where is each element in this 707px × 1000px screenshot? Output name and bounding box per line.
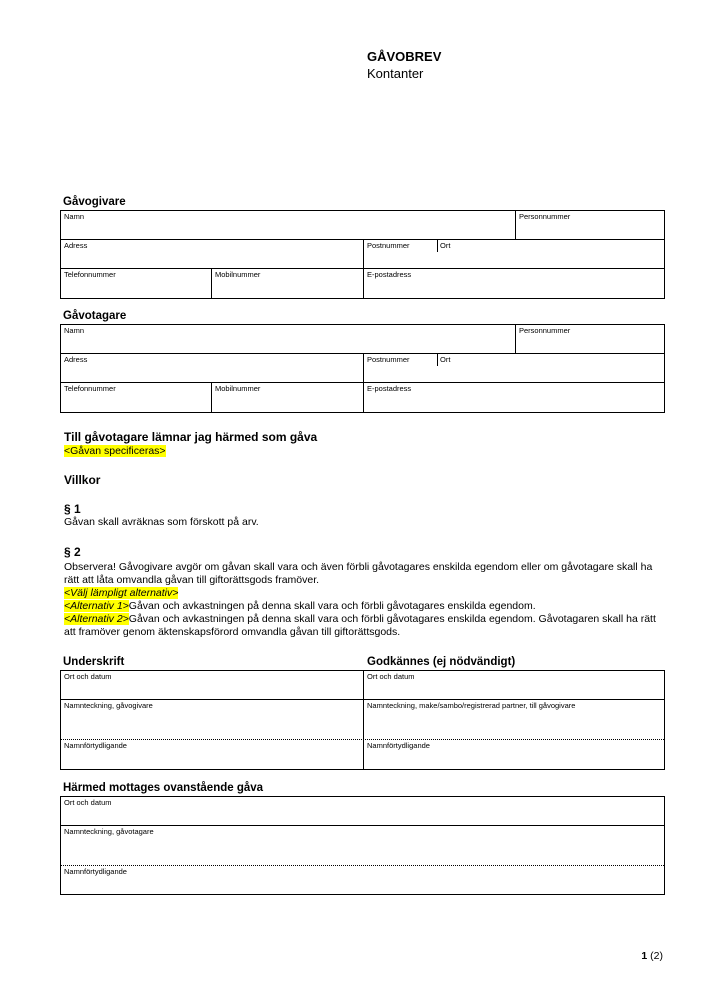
partner-signature-field[interactable] — [363, 700, 664, 739]
receipt-heading: Härmed mottages ovanstående gåva — [63, 782, 264, 794]
giver-epost-field[interactable] — [363, 269, 664, 298]
receiver-signature-label: Namnteckning, gåvotagare — [64, 827, 154, 836]
giver-epost-label: E-postadress — [367, 270, 412, 279]
giver-mobil-label: Mobilnummer — [215, 270, 261, 279]
receiver-signature-field[interactable] — [61, 826, 664, 866]
giver-personnummer-label: Personnummer — [519, 212, 571, 221]
receiver-adress-field[interactable] — [61, 354, 363, 382]
receipt-ort-datum-field[interactable] — [61, 797, 664, 826]
receiver-adress-label: Adress — [64, 355, 88, 364]
receiver-name-field[interactable] — [61, 325, 515, 353]
giver-ort-field[interactable] — [437, 240, 664, 268]
conditions-heading: Villkor — [64, 473, 101, 487]
receiver-epost-field[interactable] — [363, 383, 664, 412]
giver-adress-label: Adress — [64, 241, 88, 250]
receiver-heading: Gåvotagare — [63, 310, 127, 322]
signature-heading: Underskrift — [63, 656, 125, 668]
paragraph-2-text: Observera! Gåvogivare avgör om gåvan skall vara och även förbli gåvotagares enskilda egendom eller om gåvotagare skall ha rätt att låta omvandla gåvan till giftorättsgods framöver. — [64, 561, 653, 586]
page-number — [641, 950, 663, 962]
receiver-ort-label: Ort — [440, 355, 451, 364]
giver-personnummer-field[interactable] — [515, 211, 664, 239]
giver-mobil-field[interactable] — [211, 269, 363, 298]
receiver-form — [60, 324, 665, 413]
receiver-ort-field[interactable] — [437, 354, 664, 382]
gift-heading: Till gåvotagare lämnar jag härmed som gåva — [64, 430, 318, 444]
alternative-2-text: Gåvan och avkastningen på denna skall vara och förbli gåvotagares enskilda egendom. Gåvotagaren skall ha rätt att framöver genom äktenskapsförord omvandla gåvan till giftorättsgods. — [64, 613, 656, 638]
giver-name-label: Namn — [64, 212, 85, 221]
partner-name-clarification-field[interactable] — [363, 740, 664, 769]
paragraph-2-title: § 2 — [64, 545, 81, 559]
approval-heading: Godkännes (ej nödvändigt) — [367, 656, 516, 668]
giver-ort-label: Ort — [440, 241, 451, 250]
paragraph-2-block — [64, 561, 664, 639]
giver-ort-datum-field[interactable] — [61, 671, 363, 699]
giver-ort-datum-label: Ort och datum — [64, 672, 112, 681]
giver-signature-field[interactable] — [61, 700, 363, 739]
giver-form — [60, 210, 665, 299]
page-total: (2) — [650, 950, 663, 962]
receiver-epost-label: E-postadress — [367, 384, 412, 393]
page-current: 1 — [641, 950, 648, 962]
giver-name-field[interactable] — [61, 211, 515, 239]
receiver-name-clarification-label: Namnförtydligande — [64, 867, 127, 876]
document-title: GÅVOBREV — [367, 49, 442, 64]
receiver-name-clarification-field[interactable] — [61, 866, 664, 894]
partner-ort-datum-field[interactable] — [363, 671, 664, 699]
paragraph-1-text: Gåvan skall avräknas som förskott på arv. — [64, 516, 259, 528]
alternative-1-text: Gåvan och avkastningen på denna skall vara och förbli gåvotagares enskilda egendom. — [128, 600, 536, 612]
document-subtitle: Kontanter — [367, 66, 424, 81]
receiver-postnummer-label: Postnummer — [367, 355, 410, 364]
receiver-personnummer-label: Personnummer — [519, 326, 571, 335]
receiver-mobil-field[interactable] — [211, 383, 363, 412]
receiver-telefon-label: Telefonnummer — [64, 384, 116, 393]
signature-form — [60, 670, 665, 770]
giver-telefon-label: Telefonnummer — [64, 270, 116, 279]
partner-name-clarification-label: Namnförtydligande — [367, 741, 430, 750]
receiver-postnummer-field[interactable] — [363, 354, 437, 382]
giver-postnummer-field[interactable] — [363, 240, 437, 268]
choose-alternative[interactable]: <Välj lämpligt alternativ> — [64, 587, 179, 599]
receipt-form — [60, 796, 665, 895]
partner-ort-datum-label: Ort och datum — [367, 672, 415, 681]
giver-telefon-field[interactable] — [61, 269, 211, 298]
giver-name-clarification-label: Namnförtydligande — [64, 741, 127, 750]
receiver-personnummer-field[interactable] — [515, 325, 664, 353]
giver-postnummer-label: Postnummer — [367, 241, 410, 250]
giver-adress-field[interactable] — [61, 240, 363, 268]
receipt-ort-datum-label: Ort och datum — [64, 798, 112, 807]
receiver-mobil-label: Mobilnummer — [215, 384, 261, 393]
gift-placeholder[interactable]: <Gåvan specificeras> — [64, 445, 166, 457]
alternative-2-tag[interactable]: <Alternativ 2> — [64, 613, 129, 625]
partner-signature-label: Namnteckning, make/sambo/registrerad partner, till gåvogivare — [367, 701, 576, 710]
alternative-1-tag[interactable]: <Alternativ 1> — [64, 600, 129, 612]
receiver-name-label: Namn — [64, 326, 85, 335]
receiver-telefon-field[interactable] — [61, 383, 211, 412]
giver-signature-label: Namnteckning, gåvogivare — [64, 701, 153, 710]
giver-heading: Gåvogivare — [63, 196, 126, 208]
paragraph-1-title: § 1 — [64, 502, 81, 516]
giver-name-clarification-field[interactable] — [61, 740, 363, 769]
